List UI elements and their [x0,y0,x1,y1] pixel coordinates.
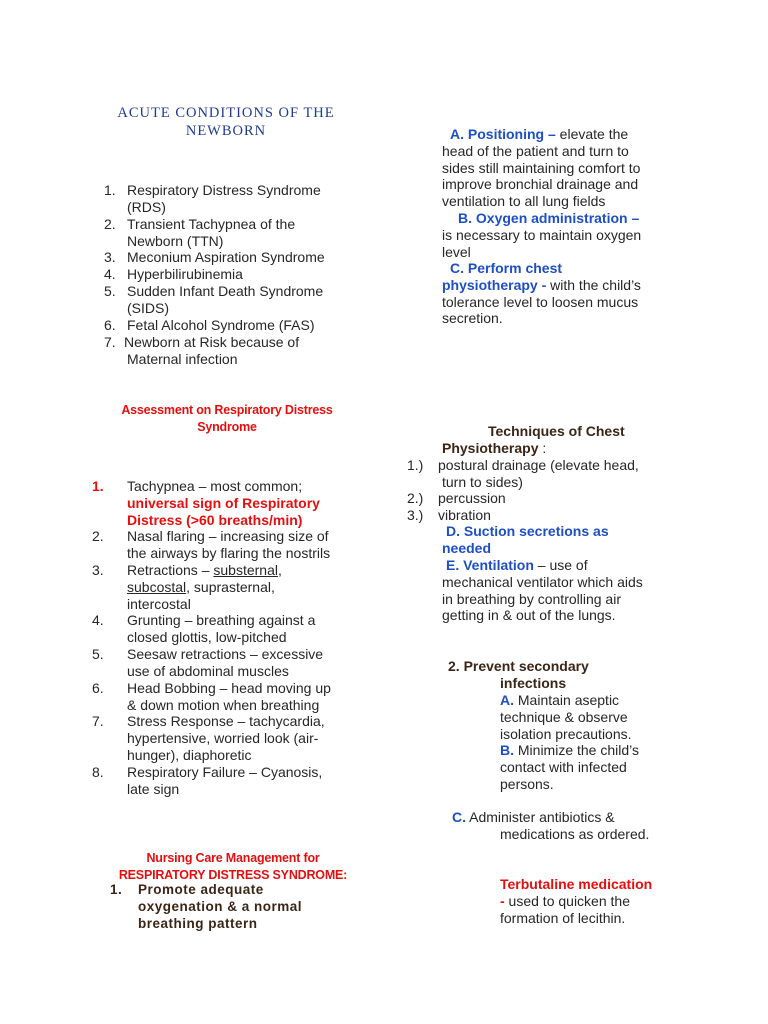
oxygen-block [442,210,672,260]
positioning-block [442,126,672,210]
item-text: intercostal [127,595,191,612]
block-text: tolerance level to loosen mucus [442,293,639,310]
item-number: 2. [104,216,116,232]
item-text: Newborn at Risk because of [124,334,300,350]
item-text: late sign [127,780,180,797]
suction-label: needed [442,539,492,556]
heading-text: Physiotherapy [442,439,539,456]
heading-line: infections [500,674,567,691]
page-title [100,104,352,140]
list-item [104,182,364,215]
oxygen-label: B. Oxygen administration – [458,210,640,226]
item-text: Sudden Infant Death Syndrome [127,283,324,299]
block-text: Minimize the child’s [514,742,640,758]
techniques-heading [442,423,682,457]
item-text: the airways by flaring the nostrils [127,544,331,561]
item-text: Seesaw retractions – excessive [127,646,324,662]
block-text: – use of [533,557,588,573]
item-number: 4. [92,612,104,628]
item-text: turn to sides) [442,473,523,490]
block-text: medications as ordered. [500,825,650,842]
assessment-heading [92,402,362,436]
block-text: formation of lecithin. [500,909,626,926]
block-line [500,893,690,910]
item-text: vibration [438,507,491,523]
item-number: 2. [92,528,104,544]
heading-line [442,440,682,457]
item-number: 7. [92,713,104,729]
item-text: postural drainage (elevate head, [438,457,639,473]
item-text: (SIDS) [127,299,169,316]
item-number: 5. [92,646,104,662]
block-text: Administer antibiotics & [466,809,615,825]
underlined-term: subcostal [127,578,187,595]
heading-line: Assessment on Respiratory Distress [121,403,333,417]
item-number: 3. [92,562,104,578]
item-text-part: , [277,562,282,578]
item-text: Meconium Aspiration Syndrome [127,249,325,265]
block-first-line [442,126,672,143]
item-number: 2.) [407,490,424,506]
prevent-c [452,809,692,843]
list-item [104,216,364,249]
item-number: 1.) [407,457,424,473]
block-text: elevate the [555,126,629,142]
block-text: with the child’s [546,276,641,293]
item-text: percussion [438,490,506,506]
heading-line: Syndrome [197,420,257,434]
title-line-2: NEWBORN [185,123,267,139]
block-text: ventilation to all lung fields [442,193,606,210]
block-text: head of the patient and turn to [442,142,629,159]
item-text [127,579,362,596]
item-text: Nasal flaring – increasing size of [127,528,329,544]
title-line-1: ACUTE CONDITIONS OF THE [117,105,335,121]
ventilation-label: E. Ventilation [446,557,534,573]
item-text: Head Bobbing – head moving up [127,680,331,696]
item-text: Tachypnea – most common; [127,478,303,494]
block-text: in breathing by controlling air [442,590,621,607]
item-label: B. [500,742,514,758]
item-number: 3. [104,249,116,265]
item-text: hunger), diaphoretic [127,746,252,763]
block-text: Maintain aseptic [514,692,620,708]
item-text: breathing pattern [138,916,258,931]
item-number: 1. [92,478,104,494]
list-item [407,457,677,491]
block-text: is necessary to maintain oxygen [442,226,642,243]
item-number: 1. [104,182,116,198]
item-text: & down motion when breathing [127,696,320,713]
block-line [452,809,692,826]
block-text: sides still maintaining comfort to [442,159,641,176]
item-text: Maternal infection [127,350,238,367]
item-text [127,562,362,579]
heading-line: Nursing Care Management for [146,851,320,865]
item-text: Newborn (TTN) [127,232,224,249]
item-text: Fetal Alcohol Syndrome (FAS) [127,317,315,333]
block-text: technique & observe [500,708,628,725]
list-item [407,490,677,507]
item-highlight: universal sign of Respiratory [127,494,320,511]
item-number: 4. [104,266,116,282]
item-text: Stress Response – tachycardia, [127,713,325,729]
item-number: 1. [110,882,123,897]
chest-label: C. Perform chest [450,260,563,276]
item-text: (RDS) [127,198,166,215]
item-highlight: Distress (>60 breaths/min) [127,511,303,528]
list-item [104,266,364,283]
terbutaline-block [500,876,690,926]
block-text: used to quicken the [504,892,630,909]
block-text: persons. [500,775,554,792]
block-text: getting in & out of the lungs. [442,607,616,624]
item-label: A. [500,692,514,708]
block-text: contact with infected [500,758,627,775]
block-text: improve bronchial drainage and [442,176,639,193]
positioning-label: A. Positioning – [450,126,556,142]
item-text: use of abdominal muscles [127,662,289,679]
item-text: oxygenation & a normal [138,899,303,914]
block-line [442,557,672,574]
terbutaline-dash: - [500,892,505,909]
item-number: 6. [104,317,116,333]
item-text: Respiratory Distress Syndrome [127,182,321,198]
block-line [500,742,680,759]
item-label: C. [452,809,466,825]
underlined-term: substernal [213,562,278,578]
block-line [442,277,672,294]
nursing-heading [92,850,374,884]
item-text: Transient Tachypnea of the [127,216,296,232]
item-number: 8. [92,764,104,780]
prevent-b [500,742,680,792]
suction-block [442,523,672,557]
block-text: isolation precautions. [500,725,632,742]
promote-item [110,881,350,932]
ventilation-block [442,557,672,624]
item-text: closed glottis, low-pitched [127,628,287,645]
heading-line: RESPIRATORY DISTRESS SYNDROME: [118,868,348,882]
item-number: 5. [104,283,116,299]
chest-physio-block [442,260,672,327]
item-text: Promote adequate [138,882,264,897]
item-text-part: , suprasternal, [186,578,275,595]
heading-colon: : [538,439,547,456]
suction-label: D. Suction secretions as [446,523,609,539]
item-text: Grunting – breathing against a [127,612,316,628]
terbutaline-label: Terbutaline medication [500,876,653,892]
item-text-part: Retractions – [127,562,214,578]
list-item [104,334,364,367]
list-item [104,249,364,266]
item-text: hypertensive, worried look (air- [127,729,319,746]
item-text: Hyperbilirubinemia [127,266,243,282]
block-text: mechanical ventilator which aids [442,573,643,590]
chest-label: physiotherapy - [442,276,547,293]
heading-line: Techniques of Chest [488,423,625,439]
block-text: secretion. [442,310,503,327]
item-text: Respiratory Failure – Cyanosis, [127,764,323,780]
list-item [407,507,677,524]
block-line [500,692,680,709]
list-item [104,317,364,334]
prevent-heading [448,658,678,692]
item-number: 6. [92,680,104,696]
list-item [104,283,364,316]
heading-line: 2. Prevent secondary [448,658,589,674]
item-number: 3.) [407,507,424,523]
prevent-a [500,692,680,742]
item-number: 7. [104,334,116,350]
block-text: level [442,243,471,260]
